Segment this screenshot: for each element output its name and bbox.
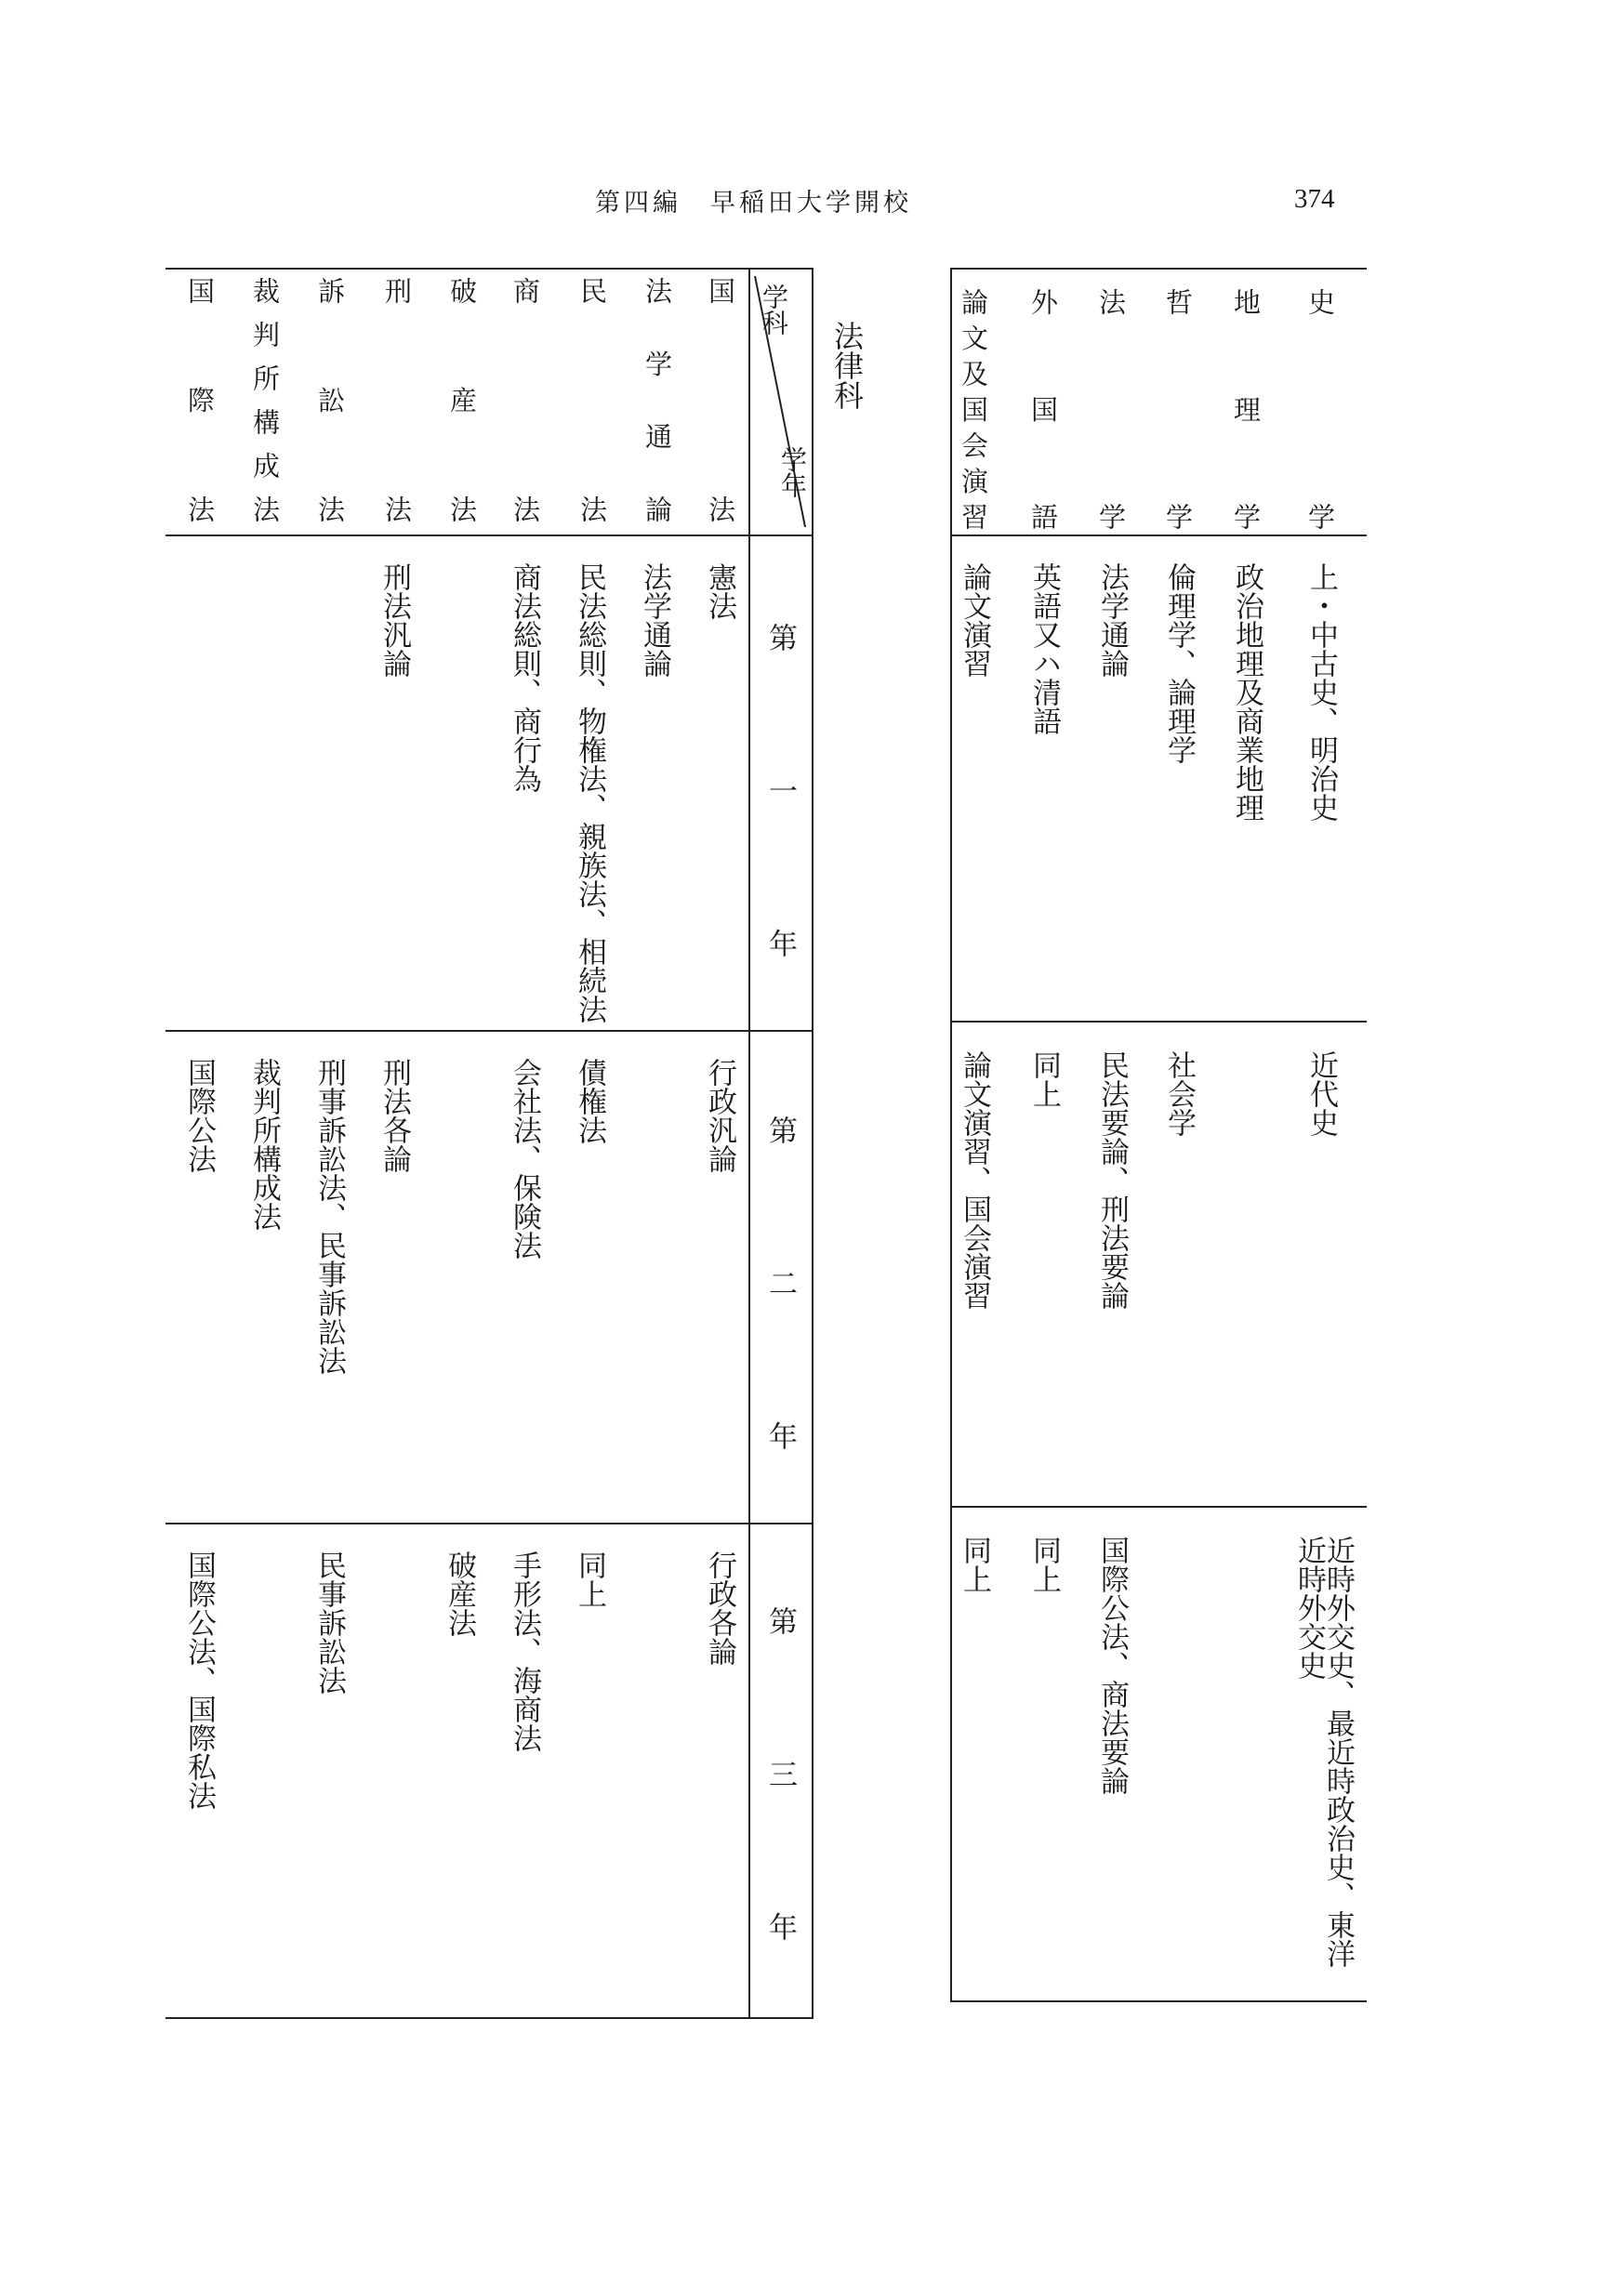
right-table-bottom-rule xyxy=(950,2000,1367,2002)
year-label-2: 第二年 xyxy=(763,1115,797,1450)
left-table-bottom-rule xyxy=(165,2017,814,2019)
left-y3-civil-law: 同上 xyxy=(573,1550,606,1608)
right-y1-law: 法学通論 xyxy=(1095,562,1129,678)
left-subject-civil-law: 民法 xyxy=(576,277,608,522)
left-y2-commercial-law: 会社法、保険法 xyxy=(508,1058,541,1260)
right-y2-law: 民法要論、刑法要論 xyxy=(1095,1050,1129,1310)
right-subject-foreign-language: 外国語 xyxy=(1027,288,1059,530)
right-y3-history: 近時外交史、最近時政治史、東洋近時外交史 xyxy=(1292,1536,1355,1968)
right-subject-geography: 地理学 xyxy=(1230,288,1262,530)
right-subject-law: 法学 xyxy=(1095,288,1127,530)
left-y2-procedure-law: 刑事訴訟法、民事訴訟法 xyxy=(312,1058,346,1375)
left-y2-state-law: 行政汎論 xyxy=(703,1058,736,1173)
right-y1-foreign-language: 英語又ハ清語 xyxy=(1027,562,1061,735)
right-table-top-rule xyxy=(950,268,1367,270)
left-y1-criminal-law: 刑法汎論 xyxy=(377,562,411,678)
right-subject-essay-diet: 論文及国会演習 xyxy=(958,288,989,530)
right-y2-essay-diet: 論文演習、国会演習 xyxy=(958,1050,991,1310)
left-subject-state-law: 国法 xyxy=(705,277,736,522)
right-table-row-rule-1 xyxy=(950,1021,1367,1023)
left-y1-state-law: 憲法 xyxy=(703,562,736,620)
right-y1-essay-diet: 論文演習 xyxy=(958,562,991,678)
left-table-right-rule xyxy=(812,268,814,2017)
left-y3-international-law: 国際公法、国際私法 xyxy=(182,1550,216,1810)
right-table-left-rule xyxy=(950,268,952,2000)
left-subject-intro-law: 法学通論 xyxy=(642,277,673,522)
left-subject-court-organization-law: 裁判所構成法 xyxy=(249,277,281,522)
year-label-3: 第三年 xyxy=(763,1606,797,1941)
left-y3-procedure-law: 民事訴訟法 xyxy=(312,1550,346,1695)
left-subject-commercial-law: 商法 xyxy=(509,277,541,522)
left-y2-civil-law: 債権法 xyxy=(573,1058,606,1144)
left-table-top-rule xyxy=(165,268,814,270)
left-subject-criminal-law: 刑法 xyxy=(381,277,413,522)
left-table-row-rule-2 xyxy=(165,1523,814,1524)
left-y2-international-law: 国際公法 xyxy=(182,1058,216,1173)
page-number: 374 xyxy=(1294,184,1335,214)
right-y3-foreign-language: 同上 xyxy=(1027,1536,1061,1593)
right-subject-history: 史学 xyxy=(1304,288,1336,530)
left-table-row-rule-1 xyxy=(165,1030,814,1032)
left-y3-state-law: 行政各論 xyxy=(703,1550,736,1666)
left-y3-bankruptcy-law: 破産法 xyxy=(443,1550,476,1637)
left-table-header-rule xyxy=(165,534,814,536)
corner-year-label: 学年 xyxy=(777,446,808,498)
right-y2-history: 近代史 xyxy=(1304,1050,1338,1137)
left-y2-criminal-law: 刑法各論 xyxy=(377,1058,411,1173)
left-subject-procedure-law: 訴訟法 xyxy=(314,277,346,522)
left-y3-commercial-law: 手形法、海商法 xyxy=(508,1550,541,1752)
right-y2-foreign-language: 同上 xyxy=(1027,1050,1061,1108)
right-y1-philosophy: 倫理学、論理学 xyxy=(1162,562,1196,764)
right-table-row-rule-2 xyxy=(950,1506,1367,1508)
right-table-header-rule xyxy=(950,534,1367,536)
year-label-1: 第一年 xyxy=(763,623,797,957)
right-y2-philosophy: 社会学 xyxy=(1162,1050,1196,1137)
right-y1-history: 上・中古史、明治史 xyxy=(1304,562,1338,822)
left-y2-court-organization-law: 裁判所構成法 xyxy=(247,1058,281,1231)
left-subject-bankruptcy-law: 破産法 xyxy=(446,277,478,522)
section-title: 法律科 xyxy=(829,321,865,410)
right-y3-essay-diet: 同上 xyxy=(958,1536,991,1593)
left-y1-intro-law: 法学通論 xyxy=(638,562,671,678)
right-y3-law: 国際公法、商法要論 xyxy=(1095,1536,1129,1795)
running-header: 第四編 早稲田大学開校 xyxy=(595,189,912,218)
left-y1-civil-law: 民法総則、物権法、親族法、相続法 xyxy=(573,562,606,1023)
right-y1-geography: 政治地理及商業地理 xyxy=(1230,562,1263,822)
right-subject-philosophy: 哲学 xyxy=(1162,288,1194,530)
left-subject-international-law: 国際法 xyxy=(184,277,216,522)
left-y1-commercial-law: 商法総則、商行為 xyxy=(508,562,541,793)
corner-subject-label: 学科 xyxy=(759,284,789,336)
